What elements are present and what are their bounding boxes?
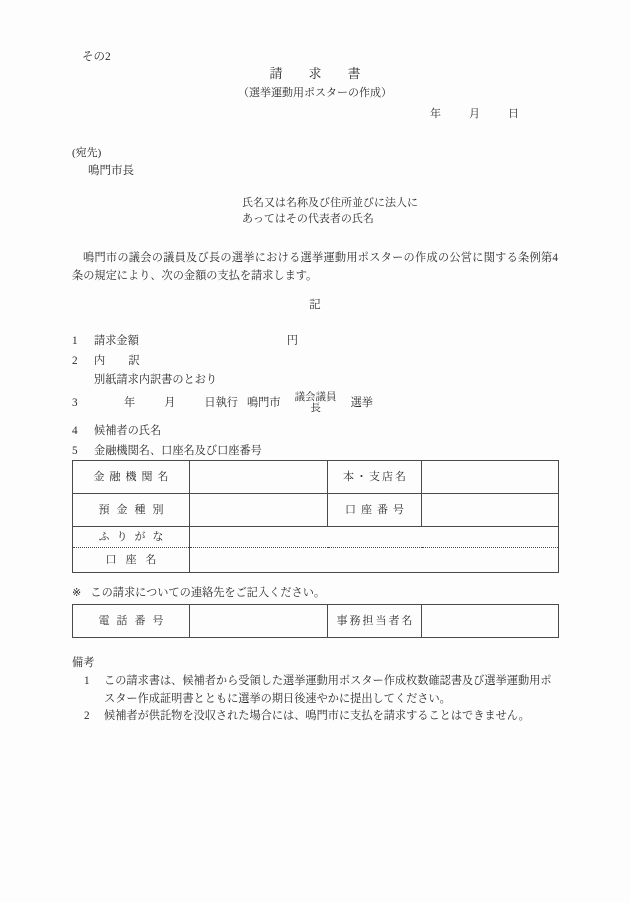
contact-table — [72, 604, 559, 638]
item-3-month-label: 月 — [164, 396, 176, 409]
account-number-input[interactable] — [422, 494, 559, 527]
item-1-claim-amount — [72, 333, 298, 350]
claimant-line-2: あってはその代表者の氏名 — [242, 212, 374, 225]
branch-name-input[interactable] — [422, 461, 559, 494]
phone-number-label: 電話番号 — [73, 605, 190, 638]
date-day-label: 日 — [508, 108, 520, 120]
phone-number-input[interactable] — [190, 605, 328, 638]
document-subtitle: （選挙運動用ポスターの作成） — [238, 87, 392, 99]
item-4-number: 4 — [72, 425, 78, 437]
branch-name-label: 本・支店名 — [328, 461, 422, 494]
item-3-office-choice — [295, 392, 337, 415]
table-row — [73, 494, 559, 527]
bank-account-table — [72, 460, 559, 573]
table-row — [73, 461, 559, 494]
bank-name-input[interactable] — [190, 461, 328, 494]
claimant-block — [242, 196, 542, 228]
account-number-label: 口座番号 — [328, 494, 422, 527]
addressee-name: 鳴門市長 — [88, 165, 134, 177]
furigana-input[interactable] — [190, 527, 559, 548]
account-name-input[interactable] — [190, 548, 559, 573]
remark-1-line-2: 用ポスター作成証明書とともに選挙の期日後速やかに提出してください。 — [104, 675, 552, 705]
item-5-number: 5 — [72, 445, 78, 457]
item-1-unit: 円 — [286, 335, 298, 347]
bank-name-label: 金融機関名 — [73, 461, 190, 494]
item-5-label: 金融機関名、口座名及び口座番号 — [94, 445, 262, 457]
list-item — [84, 673, 560, 708]
body-paragraph: 鳴門市の議会の議員及び長の選挙における選挙運動用ポスターの作成の公営に関する条例第4条の規定により、次の金額の支払を請求します。 — [72, 252, 558, 283]
table-row — [73, 527, 559, 548]
item-1-number: 1 — [72, 335, 78, 347]
item-3-year-label: 年 — [124, 396, 136, 409]
deposit-type-input[interactable] — [190, 494, 328, 527]
document-title: 請求書 — [269, 66, 387, 81]
table-row — [73, 548, 559, 573]
contact-note-text: この請求についての連絡先をご記入ください。 — [90, 587, 326, 599]
item-3-election-label: 選挙 — [350, 396, 373, 409]
note-mark-icon: ※ — [72, 587, 82, 599]
date-line — [430, 106, 520, 123]
remark-2-text: 候補者が供託物を没収された場合には、鳴門市に支払を請求することはできません。 — [104, 710, 530, 723]
account-name-label: 口座名 — [73, 548, 190, 573]
item-3-day-exec-label: 日執行 — [204, 396, 238, 409]
item-1-label: 請求金額 — [94, 335, 139, 347]
claimant-line-1: 氏名又は名称及び住所並びに法人に — [242, 197, 418, 209]
item-3-office-line-2: 長 — [310, 403, 321, 415]
date-year-label: 年 — [430, 108, 442, 120]
item-2-number: 2 — [72, 355, 78, 367]
remark-2-number: 2 — [84, 710, 90, 723]
item-3-city: 鳴門市 — [246, 396, 281, 409]
date-month-label: 月 — [469, 108, 481, 120]
item-2-breakdown — [72, 353, 146, 370]
remark-1-number: 1 — [84, 675, 90, 687]
item-2-label: 内 訳 — [94, 355, 146, 367]
addressee-label: (宛先) — [72, 147, 102, 159]
staff-name-label: 事務担当者名 — [328, 605, 422, 638]
contact-note — [72, 585, 325, 602]
furigana-label: ふりがな — [73, 527, 190, 548]
item-4-label: 候補者の氏名 — [94, 425, 162, 437]
item-4-candidate-name — [72, 423, 161, 440]
item-5-bank-info — [72, 443, 262, 460]
item-3-election — [72, 392, 373, 415]
item-3-office-line-1: 議会議員 — [294, 392, 337, 403]
form-number: その2 — [82, 51, 111, 63]
item-2-sublabel: 別紙請求内訳書のとおり — [94, 374, 218, 386]
remark-1-text — [104, 673, 560, 708]
remark-1-line-1: この請求書は、候補者から受領した選挙運動用ポスター作成枚数確認書及び選挙運動 — [104, 675, 530, 687]
deposit-type-label: 預金種別 — [73, 494, 190, 527]
ki-marker: 記 — [309, 299, 321, 311]
remarks-list — [84, 673, 560, 726]
staff-name-input[interactable] — [422, 605, 559, 638]
remarks-title: 備考 — [72, 657, 95, 669]
item-3-number: 3 — [72, 396, 78, 409]
table-row — [73, 605, 559, 638]
list-item — [84, 708, 560, 726]
